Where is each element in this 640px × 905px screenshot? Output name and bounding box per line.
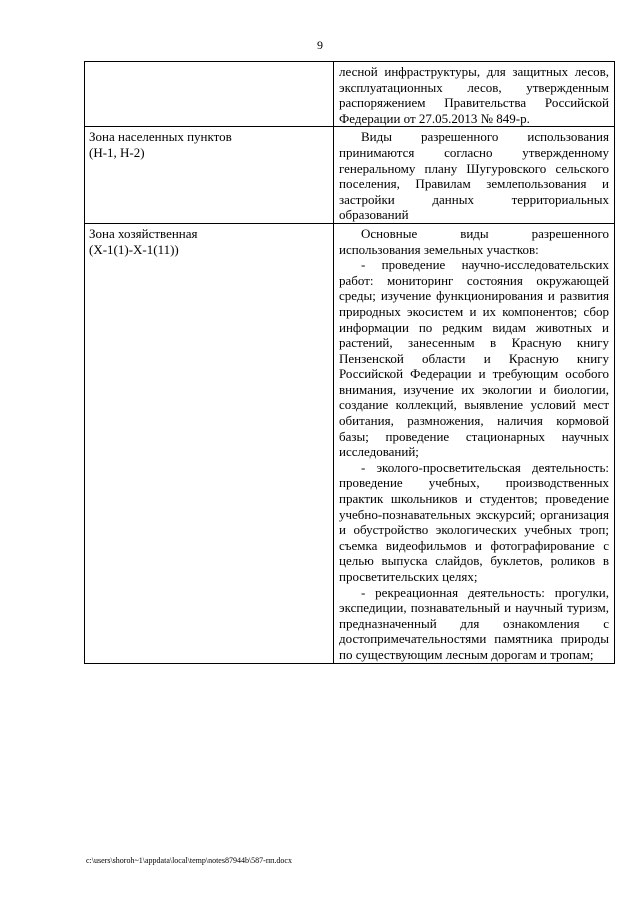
table-row xyxy=(85,127,615,224)
zone-description xyxy=(334,62,614,126)
page-number: 9 xyxy=(317,38,323,52)
description-paragraph: - эколого-просветительская деятельность: проведение учебных, производственных практик школьников и студентов; проведение учебно-познавательных экскурсий; организация и обустройство экологических учебных троп; съемка видеофильмов и фотографирование с целью выпуска слайдов, буклетов, роликов в просветительских целях; xyxy=(339,459,609,584)
description-paragraph: лесной инфраструктуры, для защитных лесов, эксплуатационных лесов, утвержденным распоряжением Правительства Российской Федерации от 27.05.2013 № 849-р. xyxy=(339,64,609,126)
zone-name-cell xyxy=(85,223,334,663)
zone-description xyxy=(334,224,614,663)
zone-name xyxy=(85,62,333,64)
zone-name-line: Зона хозяйственная xyxy=(89,225,198,241)
zone-name xyxy=(85,127,333,160)
document-path-footer: c:\users\shoroh~1\appdata\local\temp\notes87944b\587-пп.docx xyxy=(86,856,292,865)
table-row xyxy=(85,223,615,663)
zone-name-line: Зона населенных пунктов xyxy=(89,129,232,145)
zone-name-cell xyxy=(85,62,334,127)
description-paragraph: - рекреационная деятельность: прогулки, экспедиции, познавательный и научный туризм, предназначенный для ознакомления с достопримечательностями памятника природы по существующим лесным дорогам и тропам; xyxy=(339,584,609,662)
description-paragraph: - проведение научно-исследовательских работ: мониторинг состояния окружающей среды; изучение функционирования и развития природных экосистем и их компонентов; сбор информации по редким видам животных и растений, занесенным в Красную книгу Пензенской области и Красную книгу Российской Федерации и требующим особого внимания, изучение их экологии и биологии, создание коллекций, выявление условий мест обитания, размножения, наличия кормовой базы; проведение стационарных научных исследований; xyxy=(339,257,609,460)
zone-code-line: (Х-1(1)-Х-1(11)) xyxy=(89,241,179,257)
zones-table xyxy=(84,61,615,664)
zone-description-cell xyxy=(334,127,615,224)
zone-description xyxy=(334,127,614,223)
zone-description-cell xyxy=(334,62,615,127)
table-row xyxy=(85,62,615,127)
zone-description-cell xyxy=(334,223,615,663)
description-paragraph: Виды разрешенного использования принимаются согласно утвержденному генеральному плану Шугуровского сельского поселения, Правилам землепользования и застройки данных территориальных образований xyxy=(339,129,609,223)
zone-name-cell xyxy=(85,127,334,224)
zone-code-line: (Н-1, Н-2) xyxy=(89,144,145,160)
description-paragraph: Основные виды разрешенного использования земельных участков: xyxy=(339,225,609,257)
zone-name xyxy=(85,224,333,257)
